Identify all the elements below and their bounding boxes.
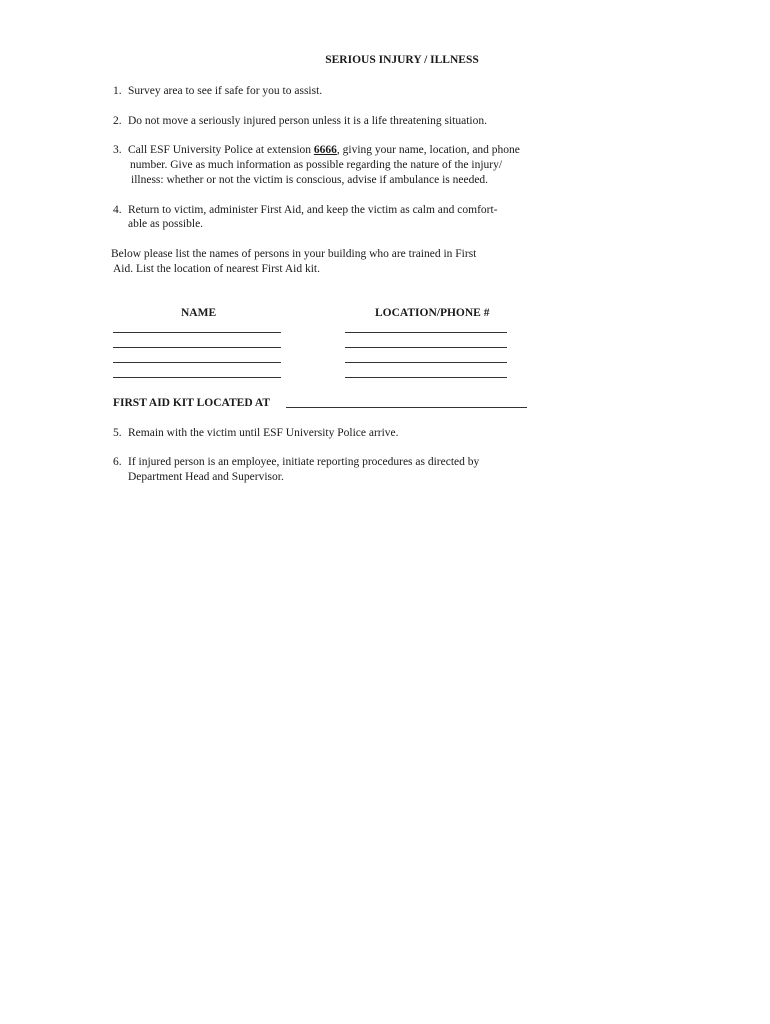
name-blank-1[interactable] bbox=[113, 332, 281, 333]
step-4-line-2: able as possible. bbox=[128, 218, 204, 230]
step-3-line-3: illness: whether or not the victim is conscious, advise if ambulance is needed. bbox=[131, 174, 489, 186]
list-instructions-line-1: Below please list the names of persons in your building who are trained in First bbox=[111, 248, 477, 260]
location-blank-3[interactable] bbox=[345, 362, 507, 363]
step-number: 1. bbox=[113, 85, 122, 97]
step-number: 3. bbox=[113, 144, 122, 156]
step-text: If injured person is an employee, initiate reporting procedures as directed by bbox=[128, 456, 480, 468]
step-4 bbox=[113, 203, 498, 218]
list-instructions-line-2: Aid. List the location of nearest First Aid kit. bbox=[113, 263, 320, 275]
step-number: 6. bbox=[113, 456, 122, 468]
location-column-header: LOCATION/PHONE # bbox=[375, 307, 490, 319]
page-title: SERIOUS INJURY / ILLNESS bbox=[325, 54, 479, 66]
step-text: Survey area to see if safe for you to assist. bbox=[128, 85, 323, 97]
step-text: Return to victim, administer First Aid, and keep the victim as calm and comfort- bbox=[128, 204, 498, 216]
step-2 bbox=[113, 114, 487, 129]
step-text: Call ESF University Police at extension bbox=[128, 144, 314, 156]
name-blank-3[interactable] bbox=[113, 362, 281, 363]
step-1 bbox=[113, 84, 322, 99]
first-aid-kit-blank[interactable] bbox=[286, 407, 527, 408]
step-number: 5. bbox=[113, 427, 122, 439]
step-5 bbox=[113, 426, 399, 441]
location-blank-1[interactable] bbox=[345, 332, 507, 333]
step-number: 4. bbox=[113, 204, 122, 216]
step-text: Remain with the victim until ESF University Police arrive. bbox=[128, 427, 399, 439]
name-blank-2[interactable] bbox=[113, 347, 281, 348]
step-3-line-2: number. Give as much information as possible regarding the nature of the injury/ bbox=[130, 159, 503, 171]
location-blank-4[interactable] bbox=[345, 377, 507, 378]
location-blank-2[interactable] bbox=[345, 347, 507, 348]
step-6-line-2: Department Head and Supervisor. bbox=[128, 471, 284, 483]
step-text: Do not move a seriously injured person unless it is a life threatening situation. bbox=[128, 115, 487, 127]
step-text: , giving your name, location, and phone bbox=[336, 144, 520, 156]
name-blank-4[interactable] bbox=[113, 377, 281, 378]
first-aid-kit-label: FIRST AID KIT LOCATED AT bbox=[113, 397, 271, 409]
step-number: 2. bbox=[113, 115, 122, 127]
name-column-header: NAME bbox=[181, 307, 217, 319]
step-6 bbox=[113, 455, 479, 470]
step-3 bbox=[113, 143, 520, 158]
police-extension: 6666 bbox=[313, 144, 337, 156]
